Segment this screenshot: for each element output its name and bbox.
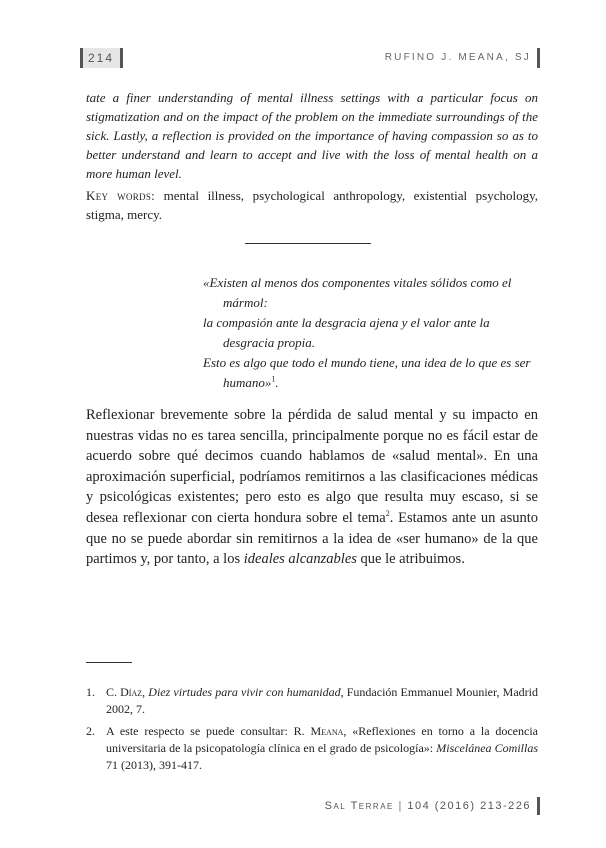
footnote xyxy=(86,684,538,718)
footer-separator: | xyxy=(398,800,403,812)
footnotes xyxy=(86,684,538,779)
footnote-journal: Miscelánea Comillas xyxy=(436,741,538,755)
keywords-text: mental illness, psychological anthropology, existential psychology, stigma, mercy. xyxy=(86,188,538,222)
footnote-pre: A este respecto se puede consultar: xyxy=(106,724,294,738)
body-text-part: . Estamos ante un asunto que no se puede abordar sin remitirnos a la idea de «ser humano» de la que partimos y, por tanto, a los xyxy=(86,509,538,568)
footnote-mid: «Reflexiones en torno a la docencia universitaria de la psicopatología clínica en el grado de psicología»: xyxy=(106,724,538,755)
footnote-ref[interactable]: 2 xyxy=(385,509,390,519)
section-divider xyxy=(245,243,371,244)
body-text-part: que le atribuimos. xyxy=(356,551,465,568)
body-text-part: Reflexionar brevemente sobre la pérdida de salud mental y su impacto en nuestras vidas no es tarea sencilla, principalmente porque no es fácil estar de acuerdo sobre qué decimos cuando hablamos de «salud mental». En una aproximación superficial, podríamos remitirnos a las clasificaciones médicas y psicológicas existentes; pero esto es algo que resulta muy escaso, si se desea reflexionar con cierta hondura sobre el tema xyxy=(86,407,538,526)
epigraph xyxy=(203,273,539,393)
footnote-author: C. Díaz, xyxy=(106,685,146,699)
epigraph-line-text: Esto es algo que todo el mundo tiene, una idea de lo que es ser humano» xyxy=(203,355,531,390)
footnote-number: 1. xyxy=(86,685,95,699)
body-paragraph xyxy=(86,405,538,570)
footnote xyxy=(86,723,538,774)
page-footer xyxy=(325,797,540,815)
keywords-paragraph xyxy=(86,186,538,224)
page-header xyxy=(80,48,540,70)
page-number: 214 xyxy=(80,48,123,68)
epigraph-end: . xyxy=(275,375,279,390)
epigraph-line xyxy=(203,353,539,393)
footer-journal: Sal Terrae xyxy=(324,800,394,812)
keywords-label: Key words: xyxy=(86,188,156,203)
footnote-author: R. Meana, xyxy=(293,724,347,738)
running-head: RUFINO J. MEANA, SJ xyxy=(385,48,540,68)
footnote-number: 2. xyxy=(86,724,95,738)
footer-citation: 104 (2016) 213-226 xyxy=(407,800,531,812)
footnote-rest: Fundación Emmanuel Mounier, Madrid 2002, 7. xyxy=(106,685,538,716)
footnote-title: Diez virtudes para vivir con humanidad, xyxy=(148,685,344,699)
epigraph-line: la compasión ante la desgracia ajena y el valor ante la desgracia propia. xyxy=(203,315,490,350)
epigraph-line: «Existen al menos dos componentes vitales sólidos como el mármol: xyxy=(203,275,512,310)
footnote-rest: 71 (2013), 391-417. xyxy=(106,758,202,772)
footnote-rule xyxy=(86,662,132,663)
abstract-paragraph: tate a finer understanding of mental illness settings with a particular focus on stigmatization and on the impact of the problem on the immediate surroundings of the sick. Lastly, a reflection is provided on the importance of having compassion so as to better understand and learn to accept and live with the loss of mental health on a more human level. xyxy=(86,90,538,181)
body-emphasis: ideales alcanzables xyxy=(243,551,357,568)
footnote-ref[interactable]: 1 xyxy=(271,374,276,384)
